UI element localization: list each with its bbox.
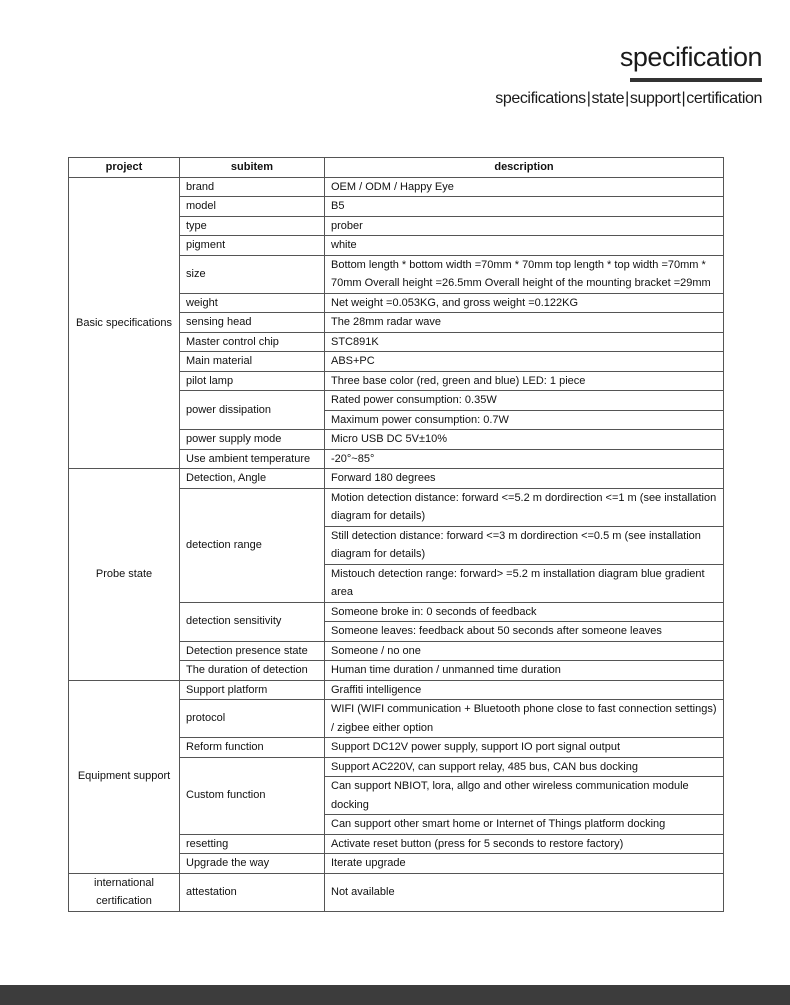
description-cell: Can support NBIOT, lora, allgo and other wireless communication module docking — [325, 777, 724, 815]
nav-item-specifications[interactable]: specifications — [495, 90, 586, 107]
description-cell: Still detection distance: forward <=3 m dordirection <=0.5 m (see installation diagram for details) — [325, 526, 724, 564]
subitem-cell: brand — [180, 177, 325, 197]
section-nav — [495, 90, 762, 108]
nav-separator: | — [586, 90, 591, 107]
project-cell: international certification — [69, 873, 180, 911]
subitem-cell: Use ambient temperature — [180, 449, 325, 469]
subitem-cell: Main material — [180, 352, 325, 372]
description-cell: The 28mm radar wave — [325, 313, 724, 333]
footer-bar — [0, 985, 790, 1005]
table-row — [69, 177, 724, 197]
description-cell: Iterate upgrade — [325, 854, 724, 874]
subitem-cell: size — [180, 255, 325, 293]
description-cell: WIFI (WIFI communication + Bluetooth phone close to fast connection settings) / zigbee either option — [325, 700, 724, 738]
description-cell: Human time duration / unmanned time duration — [325, 661, 724, 681]
subitem-cell: resetting — [180, 834, 325, 854]
subitem-cell: power supply mode — [180, 430, 325, 450]
specification-table — [68, 157, 724, 912]
subitem-cell: attestation — [180, 873, 325, 911]
description-cell: Forward 180 degrees — [325, 469, 724, 489]
subitem-cell: model — [180, 197, 325, 217]
column-header-project: project — [69, 158, 180, 178]
subitem-cell: Detection, Angle — [180, 469, 325, 489]
description-cell: Someone broke in: 0 seconds of feedback — [325, 602, 724, 622]
description-cell: Maximum power consumption: 0.7W — [325, 410, 724, 430]
description-cell: Support AC220V, can support relay, 485 bus, CAN bus docking — [325, 757, 724, 777]
nav-item-certification[interactable]: certification — [686, 90, 762, 107]
description-cell: B5 — [325, 197, 724, 217]
nav-separator: | — [625, 90, 629, 107]
subitem-cell: Reform function — [180, 738, 325, 758]
table-row — [69, 469, 724, 489]
subitem-cell: pigment — [180, 236, 325, 256]
description-cell: Support DC12V power supply, support IO port signal output — [325, 738, 724, 758]
description-cell: Can support other smart home or Internet of Things platform docking — [325, 815, 724, 835]
description-cell: Rated power consumption: 0.35W — [325, 391, 724, 411]
subitem-cell: detection sensitivity — [180, 602, 325, 641]
description-cell: Micro USB DC 5V±10% — [325, 430, 724, 450]
description-cell: Net weight =0.053KG, and gross weight =0.122KG — [325, 293, 724, 313]
description-cell: Graffiti intelligence — [325, 680, 724, 700]
table-row — [69, 680, 724, 700]
project-cell: Equipment support — [69, 680, 180, 873]
subitem-cell: Detection presence state — [180, 641, 325, 661]
description-cell: ABS+PC — [325, 352, 724, 372]
column-header-description: description — [325, 158, 724, 178]
nav-separator: | — [681, 90, 686, 107]
description-cell: OEM / ODM / Happy Eye — [325, 177, 724, 197]
subitem-cell: Support platform — [180, 680, 325, 700]
subitem-cell: type — [180, 216, 325, 236]
subitem-cell: detection range — [180, 488, 325, 602]
description-cell: prober — [325, 216, 724, 236]
subitem-cell: pilot lamp — [180, 371, 325, 391]
description-cell: Activate reset button (press for 5 seconds to restore factory) — [325, 834, 724, 854]
description-cell: Three base color (red, green and blue) LED: 1 piece — [325, 371, 724, 391]
project-cell: Probe state — [69, 469, 180, 681]
description-cell: Motion detection distance: forward <=5.2 m dordirection <=1 m (see installation diagram for details) — [325, 488, 724, 526]
table-header-row — [69, 158, 724, 178]
nav-item-state[interactable]: state — [591, 90, 625, 107]
table-row — [69, 873, 724, 911]
description-cell: Not available — [325, 873, 724, 911]
description-cell: Someone / no one — [325, 641, 724, 661]
subitem-cell: weight — [180, 293, 325, 313]
description-cell: Someone leaves: feedback about 50 seconds after someone leaves — [325, 622, 724, 642]
subitem-cell: Upgrade the way — [180, 854, 325, 874]
page-title: specification — [619, 42, 762, 72]
subitem-cell: power dissipation — [180, 391, 325, 430]
description-cell: white — [325, 236, 724, 256]
subitem-cell: Master control chip — [180, 332, 325, 352]
description-cell: Mistouch detection range: forward> =5.2 m installation diagram blue gradient area — [325, 564, 724, 602]
nav-item-support[interactable]: support — [629, 90, 681, 107]
description-cell: STC891K — [325, 332, 724, 352]
subitem-cell: sensing head — [180, 313, 325, 333]
project-cell: Basic specifications — [69, 177, 180, 469]
title-underline — [630, 78, 762, 82]
description-cell: -20°~85° — [325, 449, 724, 469]
subitem-cell: The duration of detection — [180, 661, 325, 681]
subitem-cell: protocol — [180, 700, 325, 738]
subitem-cell: Custom function — [180, 757, 325, 834]
table-body — [69, 177, 724, 911]
column-header-subitem: subitem — [180, 158, 325, 178]
description-cell: Bottom length * bottom width =70mm * 70mm top length * top width =70mm * 70mm Overall height =26.5mm Overall height of the mounting bracket =29mm — [325, 255, 724, 293]
